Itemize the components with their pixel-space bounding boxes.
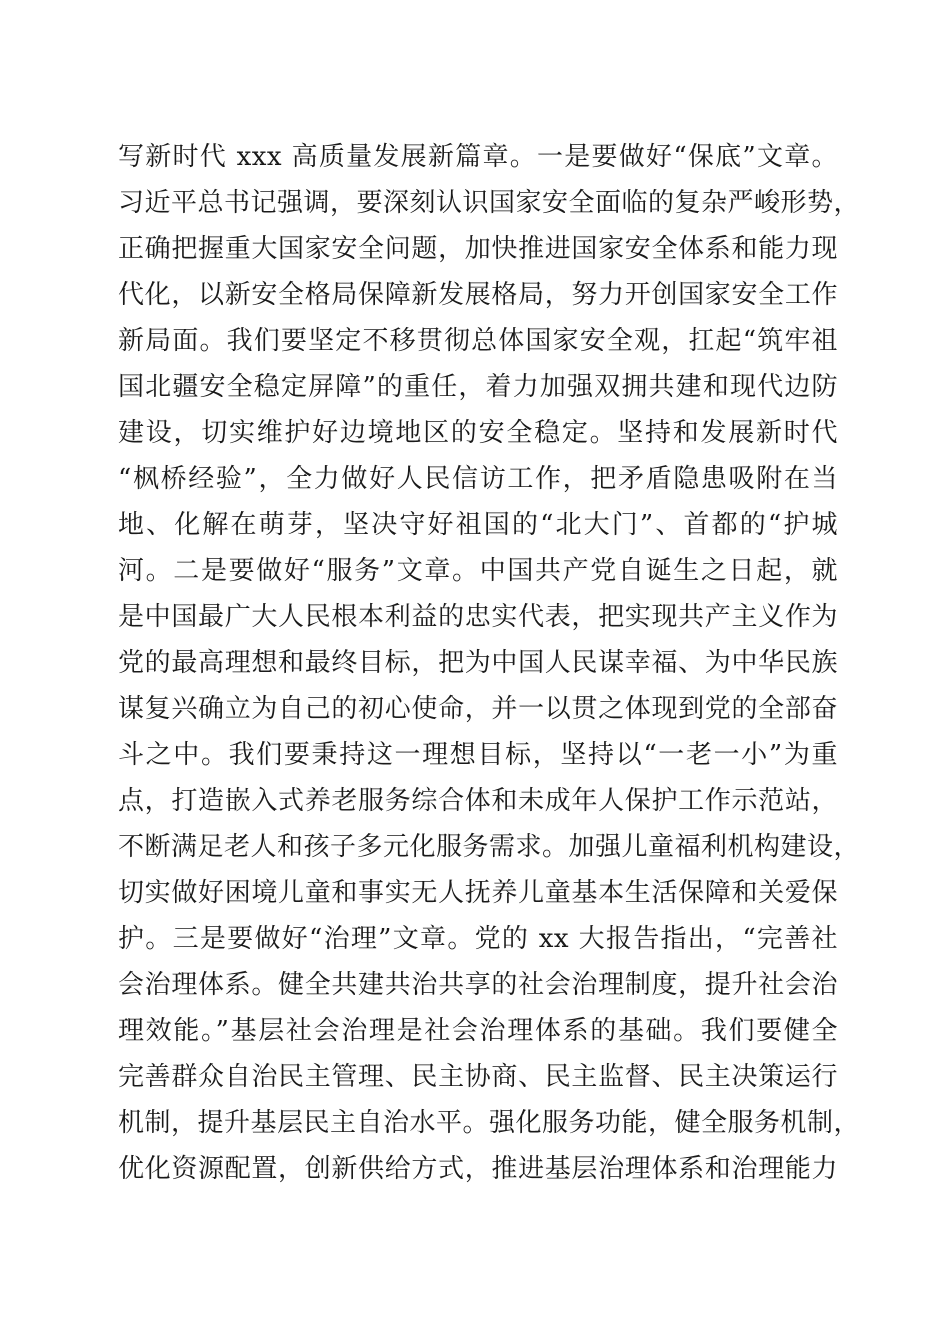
- text-line: 是中国最广大人民根本利益的忠实代表，把实现共产主义作为: [118, 602, 838, 632]
- text-line: “枫桥经验”，全力做好人民信访工作，把矛盾隐患吸附在当: [118, 464, 838, 494]
- text-line: 谋复兴确立为自己的初心使命，并一以贯之体现到党的全部奋: [118, 694, 838, 724]
- text-line: 不断满足老人和孩子多元化服务需求。加强儿童福利机构建设，: [118, 832, 861, 862]
- text-line: 优化资源配置，创新供给方式，推进基层治理体系和治理能力: [118, 1154, 838, 1184]
- text-line: 代化，以新安全格局保障新发展格局，努力开创国家安全工作: [118, 280, 838, 310]
- text-line: 理效能。”基层社会治理是社会治理体系的基础。我们要健全: [118, 1016, 838, 1046]
- text-line: 机制，提升基层民主自治水平。强化服务功能，健全服务机制，: [118, 1108, 861, 1138]
- text-line: 河。二是要做好“服务”文章。中国共产党自诞生之日起，就: [118, 556, 838, 586]
- text-line: 正确把握重大国家安全问题，加快推进国家安全体系和能力现: [118, 234, 838, 264]
- text-line: 地、化解在萌芽，坚决守好祖国的“北大门”、首都的“护城: [118, 510, 838, 540]
- text-line: 习近平总书记强调，要深刻认识国家安全面临的复杂严峻形势，: [118, 188, 861, 218]
- text-line: 会治理体系。健全共建共治共享的社会治理制度，提升社会治: [118, 970, 838, 1000]
- text-line: 写新时代 xxx 高质量发展新篇章。一是要做好“保底”文章。: [118, 142, 838, 172]
- text-line: 斗之中。我们要秉持这一理想目标，坚持以“一老一小”为重: [118, 740, 838, 770]
- text-line: 点，打造嵌入式养老服务综合体和未成年人保护工作示范站，: [118, 786, 838, 816]
- text-line: 护。三是要做好“治理”文章。党的 xx 大报告指出，“完善社: [118, 924, 838, 954]
- body-paragraph: [118, 134, 861, 1192]
- text-line: 党的最高理想和最终目标，把为中国人民谋幸福、为中华民族: [118, 648, 838, 678]
- text-line: 新局面。我们要坚定不移贯彻总体国家安全观，扛起“筑牢祖: [118, 326, 838, 356]
- text-line: 国北疆安全稳定屏障”的重任，着力加强双拥共建和现代边防: [118, 372, 838, 402]
- text-line: 建设，切实维护好边境地区的安全稳定。坚持和发展新时代: [118, 418, 838, 448]
- text-line: 切实做好困境儿童和事实无人抚养儿童基本生活保障和关爱保: [118, 878, 838, 908]
- text-line: 完善群众自治民主管理、民主协商、民主监督、民主决策运行: [118, 1062, 838, 1092]
